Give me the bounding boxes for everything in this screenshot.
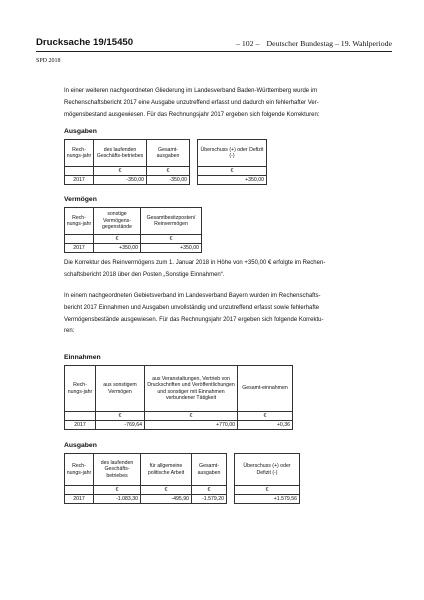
table-ausgaben-2	[64, 453, 300, 504]
cell-events-income: +770,00	[145, 421, 238, 430]
unit-cell: €	[147, 167, 190, 176]
section-label: SPD 2018	[36, 58, 61, 64]
paragraph-line: Vermögensbestände ausgewiesen. Für das Rechnungsjahr 2017 ergeben sich folgende Korrektu-	[64, 316, 324, 323]
table-title-ausgaben-2: Ausgaben	[64, 442, 97, 449]
unit-cell: €	[96, 412, 145, 421]
paragraph-intro-bw	[64, 86, 384, 121]
col-header-events-income: aus Veranstaltungen, Vertrieb von Druckschriften und Veröffentlichungen und sonstiger mit Einnahmen verbundener Tätigkeit	[145, 366, 238, 412]
paragraph-line: In einer weiteren nachgeordneten Gliederung im Landesverband Baden-Württemberg wurde im	[64, 88, 318, 94]
cell-total-expenses: -350,00	[147, 176, 190, 185]
col-header-other-assets: sonstige Vermögens-gegenstände	[94, 208, 141, 235]
col-header-year: Rech-nungs-jahr	[65, 208, 94, 235]
cell-surplus: +1.579,56	[235, 495, 300, 504]
col-header-year: Rech-nungs-jahr	[65, 454, 94, 486]
paragraph-line: mögensbestand ausgewiesen. Für das Rechnungsjahr 2017 ergeben sich folgende Korrekturen:	[64, 111, 320, 118]
col-header-total-expenses: Gesamt-ausgaben	[192, 454, 227, 486]
legislative-period: Deutscher Bundestag – 19. Wahlperiode	[266, 39, 392, 48]
paragraph-line: bericht 2017 Einnahmen und Ausgaben unvollständig und unzutreffend erfasst sowie fehlerhafte	[64, 304, 320, 311]
table-title-einnahmen: Einnahmen	[64, 354, 101, 361]
table-vermoegen	[64, 207, 202, 253]
unit-cell: €	[238, 412, 293, 421]
unit-cell: €	[94, 235, 141, 244]
cell-other-assets: +350,00	[94, 244, 141, 253]
col-header-other-assets-income: aus sonstigem Vermögen	[96, 366, 145, 412]
col-header-operations: des laufenden Geschäfts-betriebes	[94, 140, 147, 167]
cell-operations: -1.083,30	[94, 495, 141, 504]
cell-year: 2017	[65, 421, 96, 430]
table-title-vermoegen: Vermögen	[64, 196, 97, 203]
unit-cell: €	[141, 486, 192, 495]
col-header-year: Rech-nungs-jahr	[65, 366, 96, 412]
document-number: Drucksache 19/15450	[36, 37, 134, 48]
table-ausgaben-1	[64, 139, 267, 185]
cell-other-assets-income: -769,64	[96, 421, 145, 430]
unit-cell: €	[198, 167, 267, 176]
unit-cell: €	[94, 486, 141, 495]
paragraph-correction-note	[64, 258, 384, 282]
unit-cell: €	[141, 235, 202, 244]
col-header-year: Rech-nungs-jahr	[65, 140, 94, 167]
unit-cell: €	[94, 167, 147, 176]
col-header-total-income: Gesamt-einnahmen	[238, 366, 293, 412]
col-header-political-work: für allgemeine politische Arbeit	[141, 454, 192, 486]
cell-net-assets: +350,00	[141, 244, 202, 253]
unit-cell: €	[192, 486, 227, 495]
cell-operations: -350,00	[94, 176, 147, 185]
page-header	[36, 38, 392, 50]
paragraph-line: In einem nachgeordneten Gebietsverband im Landesverband Bayern wurden im Rechenschafts-	[64, 293, 321, 299]
cell-surplus: +350,00	[198, 176, 267, 185]
table-einnahmen	[64, 365, 293, 430]
paragraph-line: ren:	[64, 328, 75, 335]
unit-cell: €	[235, 486, 300, 495]
paragraph-line: schaftsbericht 2018 über den Posten „Sonstige Einnahmen“.	[64, 271, 225, 278]
cell-total-expenses: -1.579,20	[192, 495, 227, 504]
col-header-surplus: Überschuss (+) oder Defizit (-)	[198, 140, 267, 167]
header-rule	[36, 51, 392, 52]
cell-year: 2017	[65, 176, 94, 185]
cell-total-income: +0,36	[238, 421, 293, 430]
col-header-net-assets: Gesamtbesitzposten/ Reinvermögen	[141, 208, 202, 235]
cell-year: 2017	[65, 244, 94, 253]
cell-political-work: -495,90	[141, 495, 192, 504]
paragraph-intro-bayern	[64, 291, 384, 338]
table-title-ausgaben-1: Ausgaben	[64, 128, 97, 135]
unit-cell: €	[145, 412, 238, 421]
col-header-operations: des laufenden Geschäfts-betriebes	[94, 454, 141, 486]
page-number: – 102 –	[236, 39, 260, 48]
paragraph-line: Rechenschaftsbericht 2017 eine Ausgabe unzutreffend erfasst und dadurch ein fehlerhafter Ver-	[64, 99, 319, 106]
col-header-surplus: Überschuss (+) oder Defizit (-)	[235, 454, 300, 486]
col-header-total-expenses: Gesamt-ausgaben	[147, 140, 190, 167]
paragraph-line: Die Korrektur des Reinvermögens zum 1. Januar 2018 in Höhe von +350,00 € erfolgte im Rechen-	[64, 260, 326, 266]
cell-year: 2017	[65, 495, 94, 504]
